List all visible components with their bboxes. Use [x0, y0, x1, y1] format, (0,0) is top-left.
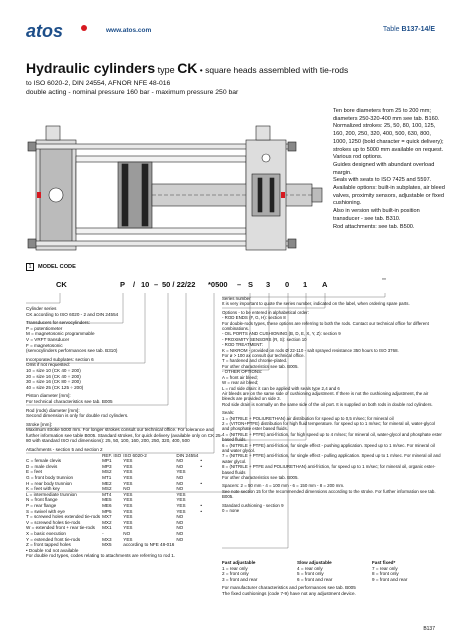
series-number-block: [222, 296, 442, 307]
attachment-cell: MP1: [102, 458, 112, 464]
attachment-cell: Y = extended front tie-rods: [26, 536, 81, 542]
attach-col-header: ISO 6020-2: [123, 452, 147, 458]
seal-item: 6 = (NITRILE + PTFE) anti-friction, for single effect - pushing application. Speed up to 1 m/sec. For mineral oil and water glycol.: [222, 442, 435, 453]
attachments-table: [26, 453, 204, 548]
attachment-cell: V = screwed holes tie-rods: [26, 519, 81, 525]
cylinder-series-block: [26, 306, 226, 317]
attachment-cell: YES: [123, 497, 133, 503]
attachment-cell: ME5: [102, 497, 112, 503]
attachment-cell: YES: [176, 497, 186, 503]
cushion-item: 7 = rear only: [372, 565, 398, 571]
svg-text:atos: atos: [26, 22, 64, 40]
rod-title: Rod (rods) diameter [mm]:: [26, 407, 80, 413]
attachment-cell: C = female clevis: [26, 458, 62, 464]
attachment-cell: D = male clevis: [26, 463, 58, 469]
transducers-note: (servocylinders performances see tab. B310): [26, 348, 118, 354]
transducers-block: [26, 320, 226, 354]
attachment-cell: YES: [176, 469, 186, 475]
transducer-item: V = VRFT transducer: [26, 336, 70, 342]
attach-col-header: DIN 24554: [176, 452, 199, 458]
seals-note: For other characteristics see tab. B005.: [222, 475, 299, 480]
product-description: [333, 108, 445, 231]
standard-cushioning-value: 0 = none: [222, 508, 240, 514]
transducers-title: Transducers for servocylinders:: [26, 320, 90, 326]
attachment-cell: NO: [176, 525, 184, 531]
attachment-cell: MS2: [102, 486, 112, 492]
attachment-cell: YES: [123, 525, 133, 531]
attachment-cell: YES: [123, 475, 133, 481]
attachments-note-double-rod: • Double rod not available: [26, 547, 79, 553]
code-standard-mark: **: [382, 278, 386, 284]
code-series: CK: [56, 280, 67, 289]
model-code-string: [0, 280, 453, 292]
option-line: - PROXIMITY SENSORS (R, S): section 10: [222, 336, 307, 342]
left-code-legend: [26, 306, 226, 562]
attachment-cell: X = basic execution: [26, 530, 66, 536]
attachment-cell: •: [200, 508, 202, 514]
attachments-title: Attachments - section 5 and section 2: [26, 447, 103, 453]
rod-block: [26, 408, 226, 419]
spacers-block: [222, 483, 442, 499]
attachments-block: [26, 447, 226, 559]
attachment-cell: W = extended front + rear tie-rods: [26, 525, 95, 531]
attachment-cell: YES: [123, 469, 133, 475]
transducer-item: M = magnetosonic programmable: [26, 331, 95, 337]
code-cushioning: 0: [285, 280, 290, 289]
desc-strokes: Normalized strokes: 25, 50, 80, 100, 125, 160, 200, 250, 320, 400, 500, 630, 800, 1000, 1250 (bold character = quick delivery); strokes up to 5000 mm available on request.: [333, 123, 444, 153]
attachment-cell: NO: [176, 475, 184, 481]
attachment-cell: E = feet: [26, 469, 42, 475]
attachment-cell: •: [200, 458, 202, 464]
piston-text: For technical characteristics see tab. B005: [26, 398, 113, 404]
code-attachment: S: [248, 280, 254, 289]
fast-adjustable-column: [222, 560, 297, 582]
attachment-cell: NO: [176, 519, 184, 525]
desc-transducer: Also in version with built-in position transducer - see tab. B310.: [333, 208, 420, 222]
attachment-cell: H = rear body trunnion: [26, 480, 72, 486]
attachment-cell: YES: [123, 519, 133, 525]
attachment-cell: NO: [123, 486, 131, 492]
attachment-cell: YES: [123, 463, 133, 469]
rod-text: Second dimension is only for double rod cylinders.: [26, 413, 129, 419]
option-line: - ROD ENDS (F, G, H): section 8: [222, 315, 286, 321]
cylinder-cross-section-drawing: [26, 118, 326, 273]
attachment-cell: MP5: [102, 508, 112, 514]
cushioning-note-fixed: The fixed cushionings (code 7-9) have not any adjustment device.: [222, 590, 356, 596]
option-line: L = rod side drain: it can be applied with seals type 2,4 and 6: [222, 385, 340, 391]
code-diameters: 50 / 22/22: [162, 280, 196, 289]
cushioning-options: [222, 560, 447, 597]
spacers-text: Spacers: 2 = 50 mm - 4 = 100 mm - 6 = 150 mm - 8 = 200 mm.: [222, 483, 345, 489]
stroke-block: [26, 422, 226, 444]
cushion-item: 6 = front and rear: [297, 576, 333, 582]
piston-block: [26, 393, 226, 404]
table-prefix: Table: [382, 26, 402, 33]
piston-title: Piston diameter [mm]:: [26, 393, 71, 399]
fast-fixed-column: [372, 560, 447, 582]
cushion-item: 5 = front only: [297, 571, 324, 577]
spacers-note: See note section 15 for the recommended dimensions according to the stroke. For further information see tab. B005.: [222, 488, 436, 500]
transducer-item: P = potentiometer: [26, 325, 63, 331]
option-line: For double-rods types, these options are referring to both the rods. Contact our technical office for different combinations.: [222, 320, 429, 332]
attachment-cell: MX2: [102, 519, 112, 525]
cushion-item: 1 = rear only: [222, 565, 248, 571]
attachment-cell: YES: [176, 508, 186, 514]
fast-adjustable-title: Fast adjustable: [222, 560, 256, 565]
title-type-word: type: [155, 65, 178, 75]
option-line: Rod side drain is normally on the same side of the oil port. It is supplied on both rods in double rod cylinders.: [222, 401, 433, 407]
website-link[interactable]: www.atos.com: [106, 27, 152, 34]
code-transducer: P: [120, 280, 126, 289]
title-main: Hydraulic cylinders: [26, 60, 156, 76]
standard-cushioning-block: [222, 503, 442, 514]
cushion-item: 3 = front and rear: [222, 576, 258, 582]
slow-adjustable-title: Slow adjustable: [297, 560, 332, 565]
attachment-cell: YES: [123, 503, 133, 508]
attachment-cell: NO: [176, 463, 184, 469]
subplate-item: 40 = size 25 (CK 125 ÷ 200): [26, 384, 84, 390]
attachment-cell: NO: [176, 486, 184, 492]
seal-item: 8 = (NITRILE + PTFE and POLIURETHAN) anti-friction, for speed up to 1 m/sec; for mineral oil, organic ester-based fluids: [222, 464, 436, 475]
attachment-cell: Z = front tapped holes: [26, 542, 71, 548]
subplates-title: Incorporated subplates: section 6: [26, 356, 94, 362]
standards-subtitle: to ISO 6020-2, DIN 24554, AFNOR NFE 48-016: [26, 80, 171, 87]
option-line: - OTHER OPTIONS:: [222, 369, 263, 375]
right-code-legend: [222, 296, 442, 516]
stroke-text: Maximum stroke 5000 mm. For longer strokes consult our technical office. For tolerance and further information see table B005. Standard strokes, for quick delivery (available only on CK 25-80 with standard ISO rod dimensions): 25, 50, 100, 160, 200, 250, 320, 400, 500: [26, 427, 223, 444]
seal-item: 2 = (VITON+PTFE) distribution for high fluid temperature. for speed up to 1 m/sec; for mineral oil, water-glycol and phosphate ester based fluids.: [222, 420, 435, 432]
model-code-heading: MODEL CODE: [38, 264, 76, 270]
cylinder-series-title: Cylinder series: [26, 306, 57, 311]
option-line: - ROD TREATMENT:: [222, 342, 263, 348]
options-title: Options - to be entered in alphabetical order:: [222, 309, 309, 315]
option-line: For ø > 100 ax consult our technical office.: [222, 353, 305, 359]
pressure-subtitle: double acting - nominal pressure 160 bar - maximum pressure 250 bar: [26, 89, 239, 96]
options-block: [222, 310, 442, 407]
subplates-block: [26, 357, 226, 391]
attachment-cell: YES: [123, 536, 133, 542]
attachment-cell: ME6: [102, 503, 112, 508]
attachment-cell: N = front flange: [26, 497, 58, 503]
attachment-cell: •: [200, 480, 202, 486]
fast-fixed-title: Fast fixed*: [372, 560, 396, 565]
transducer-item: F = magnetosonic: [26, 342, 63, 348]
attachment-cell: MS2: [102, 469, 112, 475]
cushion-item: 2 = front only: [222, 571, 249, 577]
attachment-cell: MT1: [102, 475, 112, 481]
attachment-cell: -: [102, 530, 104, 536]
code-dash-1: –: [154, 280, 159, 289]
attachment-cell: YES: [123, 508, 133, 514]
attachment-cell: MT4: [102, 491, 112, 497]
attachment-cell: according to NFE 48-016: [123, 542, 175, 548]
title-model: CK: [177, 60, 198, 76]
option-line: K = NIKROM - provided on rods Ø 22-110 - salt sprayed resistance 350 hours to ISO 3768.: [222, 347, 399, 353]
seals-block: [222, 410, 442, 480]
attachment-cell: •: [200, 463, 202, 469]
seals-title: Seals:: [222, 410, 235, 416]
subplate-item: 20 = size 16 (CK 40 ÷ 200): [26, 373, 81, 379]
attachment-cell: MX7: [102, 514, 112, 520]
subplates-note: Omit if not requested:: [26, 362, 70, 368]
attachment-cell: MX3: [102, 536, 112, 542]
option-line: A = front air bleed;: [222, 374, 258, 380]
code-spacers: 1: [303, 280, 308, 289]
attachment-cell: NO: [176, 536, 184, 542]
desc-rods: Various rod options.: [333, 154, 383, 161]
attachment-cell: L = intermediate trunnion: [26, 491, 77, 497]
stroke-title: Stroke [mm]:: [26, 421, 53, 427]
cushioning-columns: [222, 560, 447, 582]
attachment-cell: K = feet with key: [26, 486, 60, 492]
series-number-title: Series number: [222, 296, 251, 301]
cushioning-note: For manufacturer characteristics and performances see tab. B005: [222, 585, 356, 591]
attachment-cell: P = rear flange: [26, 503, 57, 508]
seal-item: 4 = (NITRILE + PTFE) anti-friction, for high speed up to 4 m/sec; for mineral oil, water-glycol and phosphate ester based fluids.: [222, 431, 442, 443]
desc-bores: Ten bore diameters from 25 to 200 mm; diameters 250-320-400 mm see tab. B160.: [333, 108, 440, 122]
attachment-cell: YES: [123, 480, 133, 486]
page-title: [26, 60, 348, 76]
desc-options: Available options: built-in subplates, air bleed valves, proximity sensors, adjustable or fixed cushioning.: [333, 185, 445, 207]
code-dash-2: –: [237, 280, 242, 289]
option-line: Air bleeds are on the same side of cushioning adjustment. If there is not the cushioning adjustment, the air bleeds are provided on side 3.: [222, 390, 429, 402]
seal-item: 7 = (NITRILE + PTFE) anti-friction, for single effect - pulling application. Speed up to 1 m/sec. For mineral oil and water glycol.: [222, 453, 441, 464]
page-number: B137: [423, 626, 435, 632]
subplate-item: 10 = size 10 (CK 40 ÷ 200): [26, 367, 81, 373]
option-line: For other characteristics see tab. B005.: [222, 363, 299, 369]
attachment-cell: MP3: [102, 463, 112, 469]
section-number-box: 1: [26, 263, 34, 271]
attachment-cell: YES: [176, 491, 186, 497]
attachment-cell: NO: [123, 530, 131, 536]
cushion-item: 8 = front only: [372, 571, 399, 577]
code-seals: 3: [266, 280, 271, 289]
table-number: [383, 26, 435, 33]
attachment-cell: YES: [123, 514, 133, 520]
attachment-cell: •: [200, 503, 202, 508]
attachment-cell: NO: [176, 514, 184, 520]
desc-seals: Seals with seats to ISO 7425 and 5597.: [333, 177, 432, 184]
series-number-text: It is very important to quote the series number, indicated on the label, when ordering spare parts.: [222, 301, 410, 307]
table-id: B137-14/E: [401, 26, 435, 33]
title-tail: • square heads assembled with tie-rods: [197, 65, 349, 75]
attachment-cell: NO: [176, 480, 184, 486]
desc-attachments: Rod attachments: see tab. B500.: [333, 223, 415, 230]
attach-col-header: REF. ISO: [102, 452, 122, 458]
attachment-cell: YES: [176, 503, 186, 508]
code-subplate: 10: [141, 280, 150, 289]
attachment-cell: YES: [123, 491, 133, 497]
seal-item: 1 = (NITRILE + POLIURETHAN) air distribution for speed up to 0,5 m/sec; for mineral oil: [222, 415, 394, 421]
desc-guides: Guides designed with abundant overload margin.: [333, 161, 435, 176]
option-line: T = hardened and chrome-plated.: [222, 358, 288, 364]
subplate-item: 30 = size 16 (CK 80 ÷ 200): [26, 379, 81, 385]
cushion-item: 9 = front and rear: [372, 576, 408, 582]
cylinder-series-text: CK according to ISO 6020 - 2 and DIN 24554: [26, 311, 119, 317]
attachments-note-rod1: For double rod types, codes relating to attachments are referring to rod 1.: [26, 553, 176, 559]
attachment-cell: NO: [176, 530, 184, 536]
code-stroke: *0500: [208, 280, 228, 289]
attachment-cell: S = swivel with eye: [26, 508, 65, 514]
attachment-cell: MX5: [102, 542, 112, 548]
attachment-cell: G = front body trunnion: [26, 475, 74, 481]
attachment-cell: NO: [176, 458, 184, 464]
option-line: W = rear air bleed;: [222, 380, 259, 386]
slow-adjustable-column: [297, 560, 372, 582]
cushion-item: 4 = rear only: [297, 565, 323, 571]
option-line: - OIL PORTS AND CUSHIONING (B, D, E, X, Y, Z): section 9: [222, 331, 341, 337]
attachment-cell: MX1: [102, 525, 112, 531]
standard-cushioning-title: Standard cushioning - section 9: [222, 502, 284, 508]
atos-logo: [26, 22, 90, 40]
attachments-table-body: [26, 458, 204, 548]
attachment-cell: T = screwed holes extended tie-rods: [26, 514, 101, 520]
attachment-cell: YES: [123, 458, 133, 464]
code-options: A: [322, 280, 328, 289]
code-slash: /: [133, 280, 136, 289]
attachment-cell: ME2: [102, 480, 112, 486]
